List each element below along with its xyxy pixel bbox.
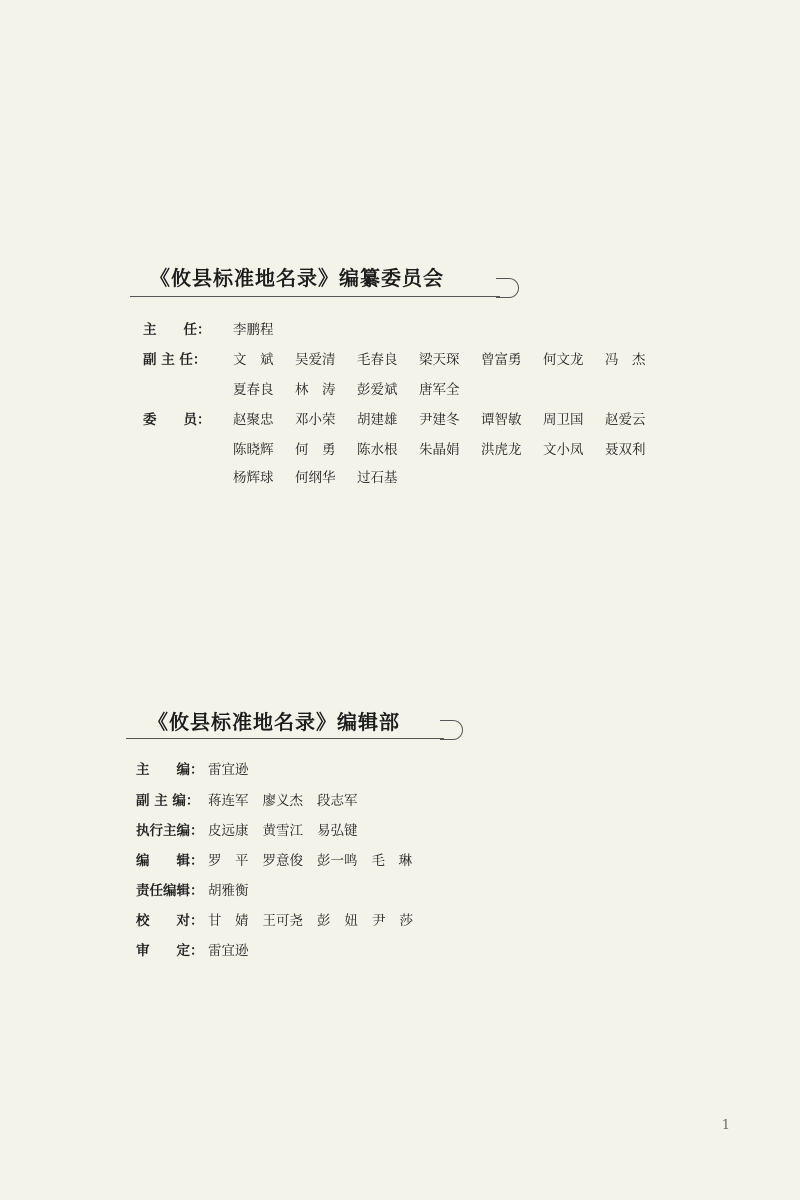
editorial-label-responsible-editor: 责任编辑： bbox=[136, 883, 204, 899]
committee-name: 冯 杰 bbox=[605, 352, 646, 368]
committee-label-vice-chair: 副 主 任： bbox=[143, 352, 207, 368]
committee-name: 邓小荣 bbox=[295, 412, 336, 428]
page-number: 1 bbox=[721, 1118, 730, 1133]
editorial-name: 段志军 bbox=[317, 793, 358, 809]
committee-name: 朱晶娟 bbox=[419, 442, 460, 458]
editorial-name: 易弘键 bbox=[317, 823, 358, 839]
editorial-name: 罗 平 bbox=[208, 853, 249, 869]
committee-name: 梁天琛 bbox=[419, 352, 460, 368]
editorial-name: 雷宜逊 bbox=[208, 762, 249, 778]
committee-name: 何纲华 bbox=[295, 470, 336, 486]
committee-label-members: 委 员： bbox=[143, 412, 211, 428]
committee-name: 李鹏程 bbox=[233, 322, 274, 338]
committee-title-rule bbox=[130, 296, 500, 297]
editorial-name: 妞 bbox=[344, 913, 358, 929]
committee-name: 聂双利 bbox=[605, 442, 646, 458]
committee-name: 毛春良 bbox=[357, 352, 398, 368]
editorial-name: 廖义杰 bbox=[262, 793, 303, 809]
editorial-label-executive-editor: 执行主编： bbox=[136, 823, 204, 839]
committee-name: 谭智敏 bbox=[481, 412, 522, 428]
editorial-name: 王可尧 bbox=[262, 913, 303, 929]
committee-name: 赵爱云 bbox=[605, 412, 646, 428]
committee-name: 胡建雄 bbox=[357, 412, 398, 428]
editorial-name: 甘 婧 bbox=[208, 913, 249, 929]
editorial-name: 毛 琳 bbox=[371, 853, 412, 869]
editorial-name: 彭 bbox=[317, 913, 331, 929]
committee-name: 唐军全 bbox=[419, 382, 460, 398]
editorial-name: 彭一鸣 bbox=[317, 853, 358, 869]
committee-name: 过石基 bbox=[357, 470, 398, 486]
editorial-name: 莎 bbox=[399, 913, 413, 929]
committee-name: 杨辉球 bbox=[233, 470, 274, 486]
editorial-name: 皮远康 bbox=[208, 823, 249, 839]
committee-name: 夏春良 bbox=[233, 382, 274, 398]
committee-name: 文 斌 bbox=[233, 352, 274, 368]
committee-name: 陈晓辉 bbox=[233, 442, 274, 458]
editorial-name: 尹 bbox=[372, 913, 386, 929]
editorial-label-chief-editor: 主 编： bbox=[136, 762, 204, 778]
editorial-title-hook bbox=[440, 720, 463, 740]
committee-title-hook bbox=[496, 278, 519, 298]
committee-name: 何 勇 bbox=[295, 442, 336, 458]
committee-name: 周卫国 bbox=[543, 412, 584, 428]
committee-name: 陈水根 bbox=[357, 442, 398, 458]
editorial-label-deputy-editor: 副 主 编： bbox=[136, 793, 200, 809]
committee-name: 曾富勇 bbox=[481, 352, 522, 368]
editorial-name: 罗意俊 bbox=[262, 853, 303, 869]
editorial-label-final-review: 审 定： bbox=[136, 943, 204, 959]
editorial-title-rule bbox=[126, 738, 444, 739]
committee-name: 吴爱清 bbox=[295, 352, 336, 368]
committee-title: 《攸县标准地名录》编纂委员会 bbox=[150, 266, 444, 290]
editorial-name: 黄雪江 bbox=[262, 823, 303, 839]
editorial-title: 《攸县标准地名录》编辑部 bbox=[148, 710, 400, 734]
committee-name: 赵聚忠 bbox=[233, 412, 274, 428]
committee-name: 文小凤 bbox=[543, 442, 584, 458]
committee-name: 尹建冬 bbox=[419, 412, 460, 428]
committee-name: 何文龙 bbox=[543, 352, 584, 368]
committee-name: 林 涛 bbox=[295, 382, 336, 398]
editorial-label-editors: 编 辑： bbox=[136, 853, 204, 869]
editorial-name: 胡雅衡 bbox=[208, 883, 249, 899]
editorial-name: 蒋连军 bbox=[208, 793, 249, 809]
editorial-name: 雷宜逊 bbox=[208, 943, 249, 959]
committee-label-chair: 主 任： bbox=[143, 322, 211, 338]
committee-name: 洪虎龙 bbox=[481, 442, 522, 458]
editorial-label-proofreaders: 校 对： bbox=[136, 913, 204, 929]
committee-name: 彭爱斌 bbox=[357, 382, 398, 398]
